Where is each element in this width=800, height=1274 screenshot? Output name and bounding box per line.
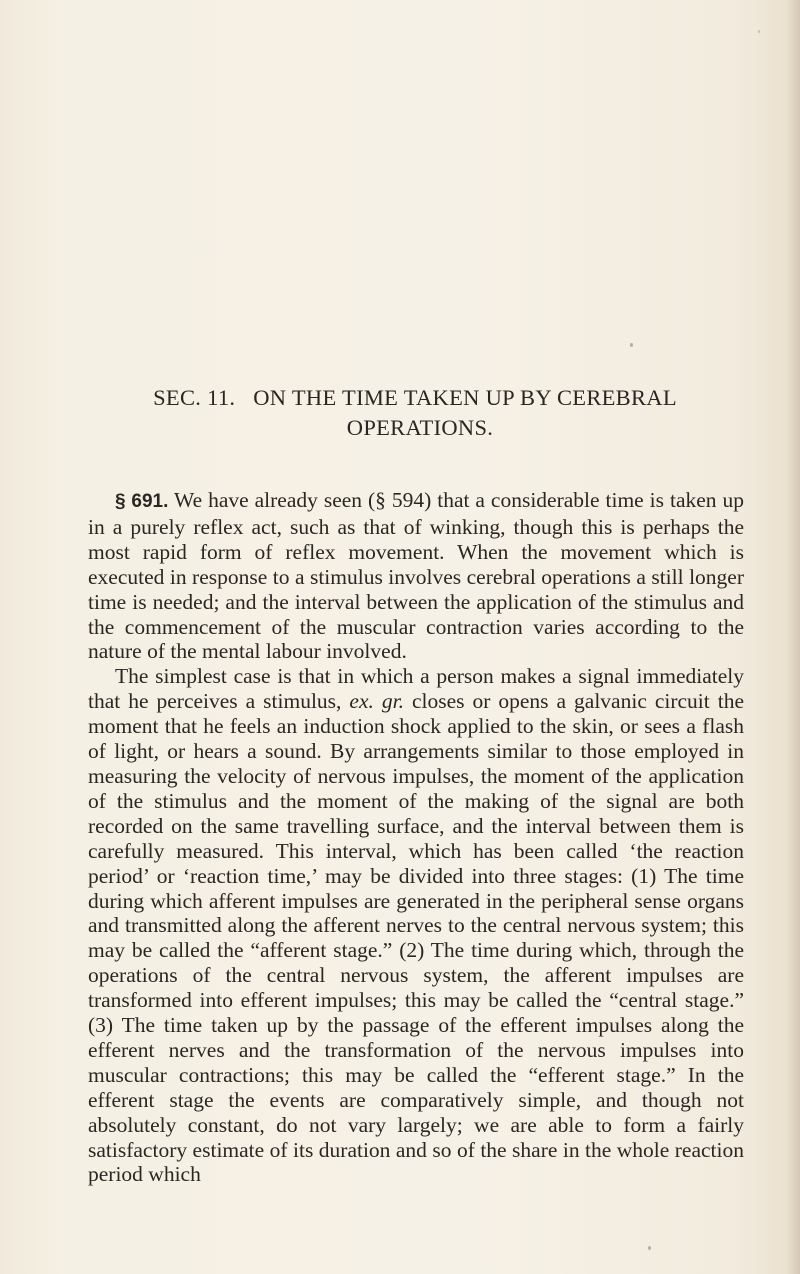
italic-ex-gr: ex. gr. — [349, 689, 404, 714]
paper-speck — [630, 343, 633, 347]
section-heading — [85, 383, 745, 443]
section-number: § 691. — [115, 491, 169, 512]
section-title-line1: ON THE TIME TAKEN UP BY CEREBRAL — [253, 385, 677, 410]
paragraph-691-text: We have already seen (§ 594) that a considerable time is taken up in a purely reflex act, such as that of winking, though this is perhaps the most rapid form of reflex movement. When the movement which is executed in response to a stimulus involves cerebral operations a still longer time is needed; and the interval between the application of the stimulus and the commencement of the muscular contraction varies according to the nature of the mental labour involved. — [88, 488, 744, 664]
section-label: SEC. 11. — [153, 385, 236, 410]
paper-speck — [648, 1246, 651, 1250]
paper-speck — [758, 30, 760, 33]
body-text — [88, 488, 744, 1187]
paragraph-2-text-part1: The simplest case is that in which a person makes a signal immediately that he perceives a stimulus, — [88, 664, 744, 714]
section-title-line2: OPERATIONS. — [346, 415, 494, 440]
paragraph-reaction-time — [88, 664, 744, 1187]
paragraph-2-text-part2: closes or opens a galvanic circuit the moment that he feels an induction shock applied to the skin, or sees a flash of light, or hears a sound. By arrangements similar to those employed in measuring the velocity of nervous impulses, the moment of the application of the stimulus and the moment of the making of the signal are both recorded on the same travelling surface, and the interval between them is carefully measured. This interval, which has been called ‘the reaction period’ or ‘reaction time,’ may be divided into three stages: (1) The time during which afferent impulses are generated in the peripheral sense organs and transmitted along the afferent nerves to the central nervous system; this may be called the “afferent stage.” (2) The time during which, through the operations of the central nervous system, the afferent impulses are transformed into efferent impulses; this may be called the “central stage.” (3) The time taken up by the passage of the efferent impulses along the efferent nerves and the transformation of the nervous impulses into muscular contractions; this may be called the “efferent stage.” In the efferent stage the events are comparatively simple, and though not absolutely constant, do not vary largely; we are able to form a fairly satisfactory estimate of its duration and so of the share in the whole reaction period which — [88, 689, 744, 1187]
paragraph-691 — [88, 488, 744, 664]
page-edge-shadow — [786, 0, 800, 1274]
